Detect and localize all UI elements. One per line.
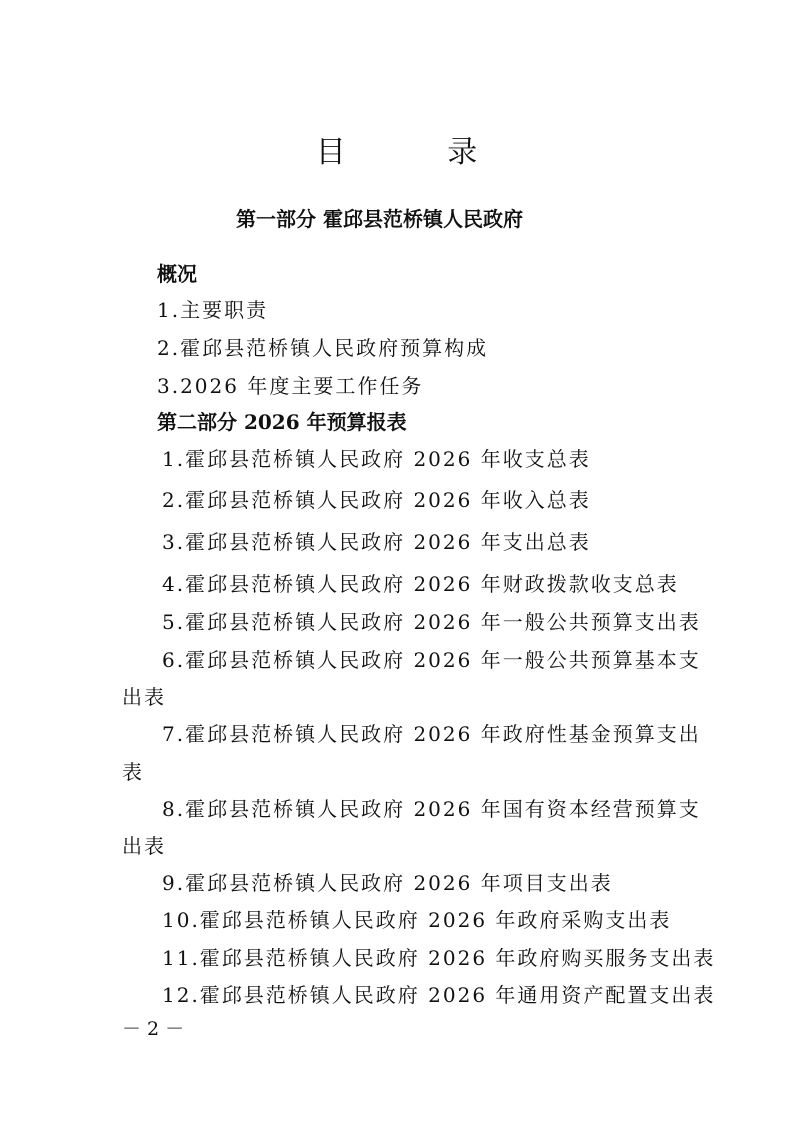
- part-one-heading: 第一部分 霍邱县范桥镇人民政府: [236, 207, 523, 231]
- toc-item: 12.霍邱县范桥镇人民政府 2026 年通用资产配置支出表: [162, 983, 716, 1007]
- toc-item: 2.霍邱县范桥镇人民政府预算构成: [157, 336, 489, 360]
- toc-item-continuation: 表: [122, 760, 144, 784]
- toc-item: 6.霍邱县范桥镇人民政府 2026 年一般公共预算基本支: [162, 648, 701, 672]
- toc-item-continuation: 出表: [122, 685, 166, 709]
- toc-item: 10.霍邱县范桥镇人民政府 2026 年政府采购支出表: [162, 908, 672, 932]
- toc-item: 1.霍邱县范桥镇人民政府 2026 年收支总表: [162, 447, 591, 471]
- overview-heading: 概况: [157, 262, 197, 286]
- toc-item-continuation: 出表: [122, 834, 166, 858]
- toc-item: 3.霍邱县范桥镇人民政府 2026 年支出总表: [162, 530, 591, 554]
- toc-title: 目 录: [315, 135, 524, 170]
- toc-item: 11.霍邱县范桥镇人民政府 2026 年政府购买服务支出表: [162, 946, 716, 970]
- toc-item: 3.2026 年度主要工作任务: [157, 374, 424, 398]
- page-number: － 2 －: [122, 1018, 185, 1040]
- toc-item: 9.霍邱县范桥镇人民政府 2026 年项目支出表: [162, 871, 613, 895]
- toc-item: 4.霍邱县范桥镇人民政府 2026 年财政拨款收支总表: [162, 572, 679, 596]
- toc-item: 2.霍邱县范桥镇人民政府 2026 年收入总表: [162, 488, 591, 512]
- part-two-heading: 第二部分 2026 年预算报表: [157, 410, 407, 434]
- toc-item: 5.霍邱县范桥镇人民政府 2026 年一般公共预算支出表: [162, 610, 701, 634]
- toc-item: 7.霍邱县范桥镇人民政府 2026 年政府性基金预算支出: [162, 722, 701, 746]
- toc-item: 1.主要职责: [157, 298, 269, 322]
- toc-item: 8.霍邱县范桥镇人民政府 2026 年国有资本经营预算支: [162, 797, 701, 821]
